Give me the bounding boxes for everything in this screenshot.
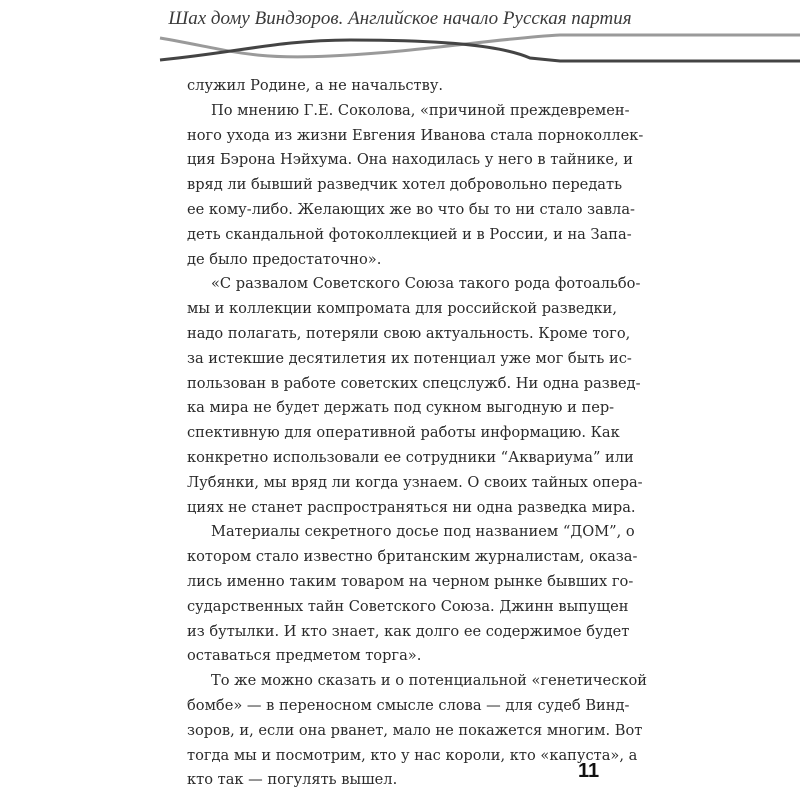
body-text: [187, 74, 648, 793]
text-line: конкретно использовали ее сотрудники “Аквариума” или: [187, 448, 634, 466]
text-line: спективную для оперативной работы информацию. Как: [187, 424, 620, 442]
text-line: ция Бэрона Нэйхума. Она находилась у него в тайнике, и: [187, 151, 633, 169]
header-ornament-lines: [0, 30, 800, 70]
text-line: за истекшие десятилетия их потенциал уже мог быть ис-: [187, 349, 632, 367]
text-line: служил Родине, а не начальству.: [187, 77, 444, 94]
text-line: оставаться предметом торга».: [187, 647, 422, 665]
text-line: де было предостаточно».: [187, 250, 382, 268]
text-line: ка мира не будет держать под сукном выгодную и пер-: [187, 399, 615, 417]
paragraph: [187, 74, 601, 99]
paragraph: [187, 669, 648, 793]
page-number: 11: [578, 760, 600, 782]
text-line: пользован в работе советских спецслужб. Ни одна развед-: [187, 374, 641, 392]
text-line: ее кому-либо. Желающих же во что бы то ни стало завла-: [187, 200, 635, 218]
running-header-title: Шах дому Виндзоров. Английское начало Русская партия: [168, 8, 632, 29]
text-line: мы и коллекции компромата для российской разведки,: [187, 300, 618, 318]
paragraph: [187, 520, 638, 669]
text-line: из бутылки. И кто знает, как долго ее содержимое будет: [187, 622, 630, 640]
text-line: зоров, и, если она рванет, мало не покажется многим. Вот: [187, 721, 643, 739]
text-line: По мнению Г.Е. Соколова, «причиной преждевремен-: [211, 101, 630, 119]
text-line: тогда мы и посмотрим, кто у нас короли, кто «капуста», а: [187, 746, 638, 764]
text-line: бомбе» — в переносном смысле слова — для судеб Винд-: [187, 696, 630, 714]
text-line: Материалы секретного досье под названием “ДОМ”, о: [211, 523, 635, 541]
text-line: Лубянки, мы вряд ли когда узнаем. О своих тайных опера-: [187, 473, 643, 491]
paragraph: [187, 99, 644, 273]
text-line: циях не станет распространяться ни одна разведка мира.: [187, 498, 636, 516]
text-line: «С развалом Советского Союза такого рода фотоальбо-: [211, 275, 641, 293]
text-line: кто так — погулять вышел.: [187, 771, 398, 789]
text-line: То же можно сказать и о потенциальной «генетической: [211, 672, 648, 690]
text-line: котором стало известно британским журналистам, оказа-: [187, 548, 638, 566]
text-line: вряд ли бывший разведчик хотел добровольно передать: [187, 176, 623, 194]
text-line: сударственных тайн Советского Союза. Джинн выпущен: [187, 597, 629, 615]
text-line: ного ухода из жизни Евгения Иванова стала порноколлек-: [187, 126, 644, 144]
text-line: надо полагать, потеряли свою актуальность. Кроме того,: [187, 324, 631, 342]
paragraph: [187, 272, 643, 520]
text-line: лись именно таким товаром на черном рынке бывших го-: [187, 572, 634, 590]
text-line: деть скандальной фотоколлекцией и в России, и на Запа-: [187, 225, 632, 243]
